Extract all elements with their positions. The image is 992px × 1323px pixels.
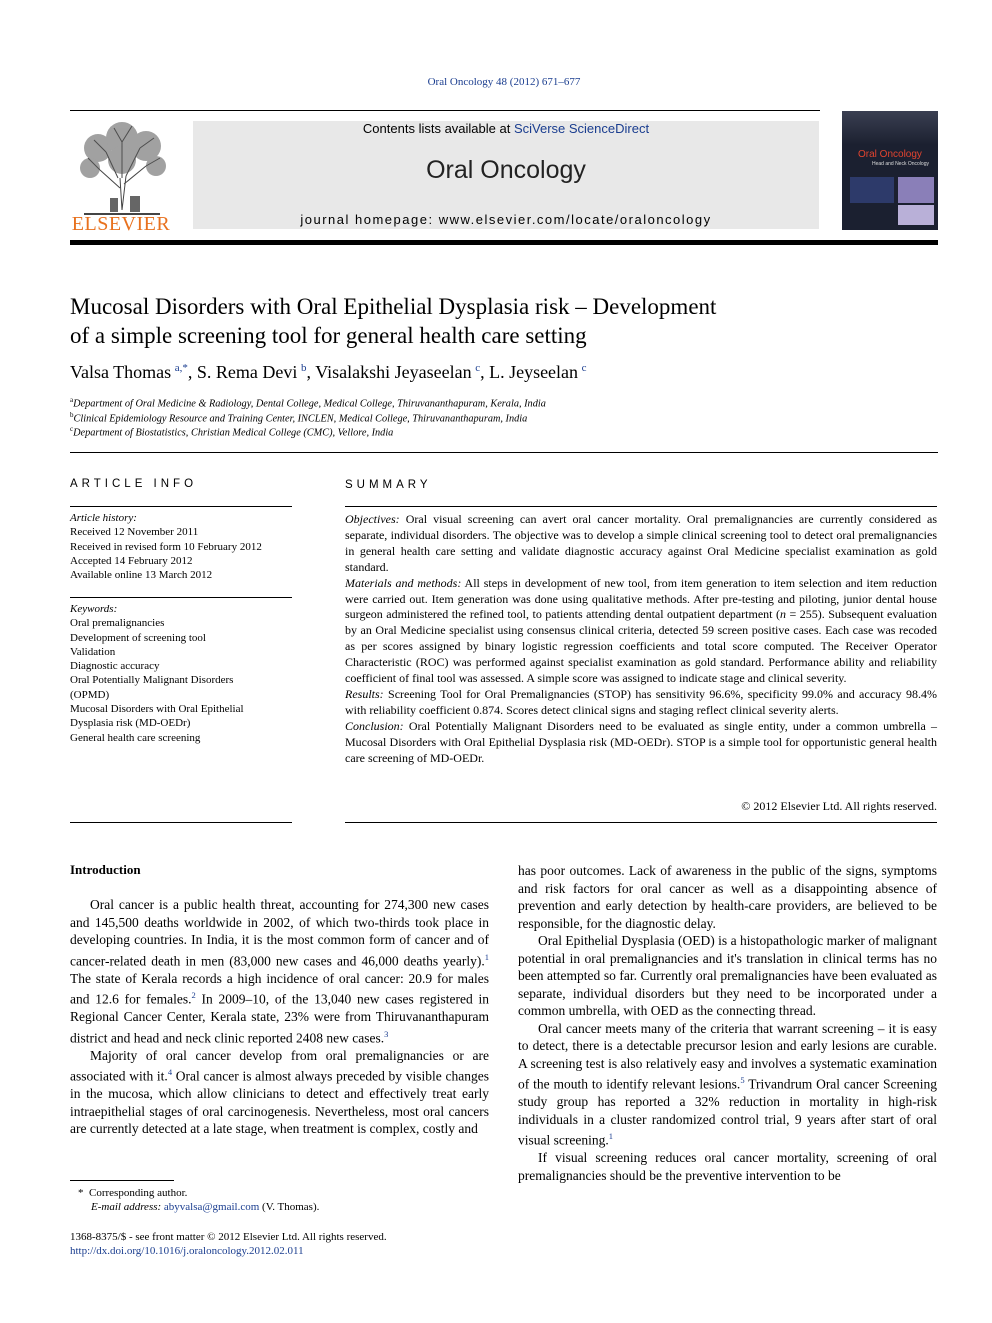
summary-rule [345,506,937,507]
history-item: Received in revised form 10 February 2012 [70,540,262,553]
journal-citation[interactable]: Oral Oncology 48 (2012) 671–677 [427,76,581,88]
cover-image-1 [850,177,894,203]
reference-link[interactable]: 1 [484,951,489,962]
body-paragraph: If visual screening reduces oral cancer mortality, screening of oral premalignancies should be the preventive intervention to be [518,1150,937,1183]
author-name[interactable]: Visalakshi Jeyaseelan [315,362,472,382]
author-affiliation-marker[interactable]: b [301,362,307,374]
results-label: Results: [345,686,384,701]
objectives-label: Objectives: [345,512,400,526]
cover-top-band [842,111,938,145]
keyword: Development of screening tool [70,631,206,644]
history-item: Accepted 14 February 2012 [70,554,193,567]
body-paragraph: Oral Epithelial Dysplasia (OED) is a histopathologic marker of malignant potential in oral premalignancies and it's translation in clinical terms has no been attempted so far. Currently oral premalignancies have been evaluated as separate, individual disorders but they need to be incorporated under a common umbrella, with OED as the connecting thread. [518,933,937,1018]
header-rule [70,110,820,111]
reference-link[interactable]: 4 [167,1067,173,1077]
conclusion-label: Conclusion: [345,718,404,733]
author-affiliation-marker[interactable]: a,* [174,362,188,374]
reference-link[interactable]: 2 [191,990,196,1000]
author-name[interactable]: S. Rema Devi [196,362,298,382]
article-info-bottom-rule [70,822,292,823]
summary-conclusion [345,719,937,767]
contents-availability [193,121,819,136]
keyword: Diagnostic accuracy [70,660,160,673]
body-paragraph [70,896,489,1047]
summary-abstract [345,512,937,767]
journal-homepage [193,212,819,227]
email-suffix: (V. Thomas). [259,1201,320,1213]
body-column-left [70,896,489,1138]
corresponding-mark: * [78,1187,84,1199]
affiliation-marker: a [70,396,74,404]
keyword: General health care screening [70,731,201,744]
keywords-rule [70,597,292,598]
body-text: The state of Kerala records a high incidence of oral cancer: 20.9 for males and 12.6 for females. [70,970,489,1007]
title-line-2: of a simple screening tool for general health care setting [70,323,587,348]
author-name[interactable]: Valsa Thomas [70,362,172,382]
reference-link[interactable]: 3 [384,1028,389,1039]
body-text: Trivandrum Oral cancer Screening study group has reported a 32% reduction in mortality in high-risk individuals in a cluster randomized control trial, 9 years after start of oral visual screening. [518,1076,937,1148]
keyword: Oral Potentially Malignant Disorders [70,674,234,687]
body-text: Oral cancer meets many of the criteria that warrant screening – it is easy to detect, there is a detectable precursor lesion and early lesions are curable. A screening test is also relatively easy and involves a systematic examination of the mouth to identify relevant lesions. [518,1020,937,1092]
body-text: Majority of oral cancer develop from oral premalignancies or are associated with it. [70,1047,489,1084]
author-name[interactable]: L. Jeyseelan [489,362,579,382]
keyword: Mucosal Disorders with Oral Epithelial [70,703,244,716]
author-email-link[interactable]: abyvalsa@gmail.com [163,1201,260,1213]
homepage-link[interactable]: www.elsevier.com/locate/oraloncology [438,212,712,227]
footnote-rule [70,1180,174,1181]
cover-image-2 [898,177,934,203]
sciencedirect-link[interactable]: SciVerse ScienceDirect [513,121,650,136]
keywords [70,602,292,745]
author-separator: , [306,362,316,382]
affiliation-marker: c [70,425,74,433]
header-thick-rule [70,240,938,245]
author-affiliation-marker[interactable]: c [475,362,481,374]
cover-image-3 [898,205,934,225]
body-paragraph: has poor outcomes. Lack of awareness in the public of the signs, symptoms and risk factors for oral cancer as well as a disappointing absence of prevention and early detection by health-care providers, are believed to be responsible, for the diagnostic delay. [518,863,937,931]
summary-objectives [345,512,937,576]
affiliation [70,396,546,409]
keyword: (OPMD) [70,688,110,701]
body-text: Oral cancer is almost always preceded by visible changes in the mucosa, which allow clinicians to detect and effectively treat early intraepithelial stages of oral carcinogenesis. Nevertheless, most oral cancers are currently detected at a late stage, when treatment is complex, costly and [70,1068,489,1136]
keyword: Validation [70,645,116,658]
journal-title: Oral Oncology [426,156,586,184]
issn-line: 1368-8375/$ - see front matter © 2012 Elsevier Ltd. All rights reserved. [70,1231,387,1243]
author-affiliation-marker[interactable]: c [581,362,587,374]
methods-text: All steps in development of new tool, from item generation to item selection and item reduction were carried out. Item generation was done using qualitative methods. After pre-testing and piloting, junior dental house surgeon administered the refined tool, to patients attending dental outpatient department ( [345,575,938,622]
doi-link[interactable]: http://dx.doi.org/10.1016/j.oraloncology.2012.02.011 [70,1245,304,1257]
methods-text: = 255). Subsequent evaluation by an Oral Medicine specialist using consensus clinical criteria, detected 59 screen positive cases. Each case was recoded as per scores assigned by binary logistic regression coefficients and total score computed. The Receiver Operator Characteristic (ROC) was performed against specialist examination as gold standard. Performance ability and reliability coefficient of final tool was assessed. A simple score was assigned to indicate stage and clinical severity. [345,607,937,686]
summary-methods [345,576,937,687]
sample-size-symbol: n [779,607,786,622]
author-list [70,362,930,383]
body-paragraph [70,1047,489,1138]
article-title [70,292,830,350]
cover-subtitle: Head and Neck Oncology [872,161,929,167]
affiliation [70,411,527,424]
history-label: Article history: [70,512,137,524]
keywords-label: Keywords: [70,603,118,615]
results-text: Screening Tool for Oral Premalignancies (STOP) has sensitivity 96.6%, specificity 99.0% and accuracy 98.4% with reliability coefficient 0.874. Scores detect clinical signs and staging reflect clinical severity alerts. [345,686,937,717]
author-separator: , [480,362,490,382]
affiliation-text: Department of Oral Medicine & Radiology, Dental College, Medical College, Thiruvananthapuram, Kerala, India [73,398,546,410]
corresponding-label: Corresponding author. [89,1187,188,1199]
objectives-text: Oral visual screening can avert oral cancer mortality. Oral premalignancies are currently considered as separate, individual disorders. The objective was to develop a simple clinical screening tool to detect oral premalignancies in general health care setting and validate diagnostic accuracy against Oral Medicine specialist examination as gold standard. [345,512,938,574]
body-column-right [518,862,937,1184]
elsevier-wordmark: ELSEVIER [71,213,171,235]
methods-label: Materials and methods: [345,575,462,590]
title-block-rule [70,452,938,453]
history-item: Available online 13 March 2012 [70,569,213,582]
body-text: Oral cancer is a public health threat, accounting for 274,300 new cases and 145,500 deaths worldwide in 2002, of which two-thirds took place in developing countries. In India, it is the most common form of cancer and of cancer-related death in men (83,000 new cases and 46,000 deaths yearly). [70,897,489,968]
keyword: Oral premalignancies [70,617,165,630]
affiliation-text: Department of Biostatistics, Christian Medical College (CMC), Vellore, India [73,427,394,439]
affiliation [70,425,393,438]
body-paragraph [518,1020,937,1150]
copyright-notice: © 2012 Elsevier Ltd. All rights reserved. [741,799,937,813]
reference-link[interactable]: 5 [740,1075,745,1085]
article-info-rule [70,506,292,507]
section-heading-introduction: Introduction [70,862,141,877]
journal-cover-thumbnail [842,111,938,230]
summary-results [345,687,937,719]
title-line-1: Mucosal Disorders with Oral Epithelial Dysplasia risk – Development [70,294,717,319]
history-item: Received 12 November 2011 [70,526,199,539]
summary-bottom-rule [345,822,937,823]
conclusion-text: Oral Potentially Malignant Disorders need to be evaluated as single entity, under a common umbrella – Mucosal Disorders with Oral Epithelial Dysplasia risk (MD-OEDr). STOP is a simple tool for opportunistic general health care screening of MD-OEDr. [345,718,937,765]
contents-prefix: Contents lists available at [362,121,514,136]
reference-link[interactable]: 1 [608,1131,613,1141]
body-text: In 2009–10, of the 13,040 new cases registered in Regional Cancer Center, Kerala state, 23% were from Thiruvananthapuram district and head and neck clinic reported 2408 new cases. [70,991,489,1045]
keyword: Dysplasia risk (MD-OEDr) [70,717,191,730]
article-info-heading: ARTICLE INFO [70,478,198,490]
author-separator: , [187,362,197,382]
corresponding-author-note [78,1186,187,1200]
email-label: E-mail address: [91,1201,162,1213]
summary-heading: SUMMARY [345,479,432,491]
cover-title: Oral Oncology [858,149,922,160]
homepage-prefix: journal homepage: [300,212,439,227]
article-history [70,511,292,582]
author-email-note [91,1200,319,1214]
affiliation-text: Clinical Epidemiology Resource and Training Center, INCLEN, Medical College, Thiruvananthapuram, India [73,413,528,425]
affiliation-marker: b [70,411,74,419]
